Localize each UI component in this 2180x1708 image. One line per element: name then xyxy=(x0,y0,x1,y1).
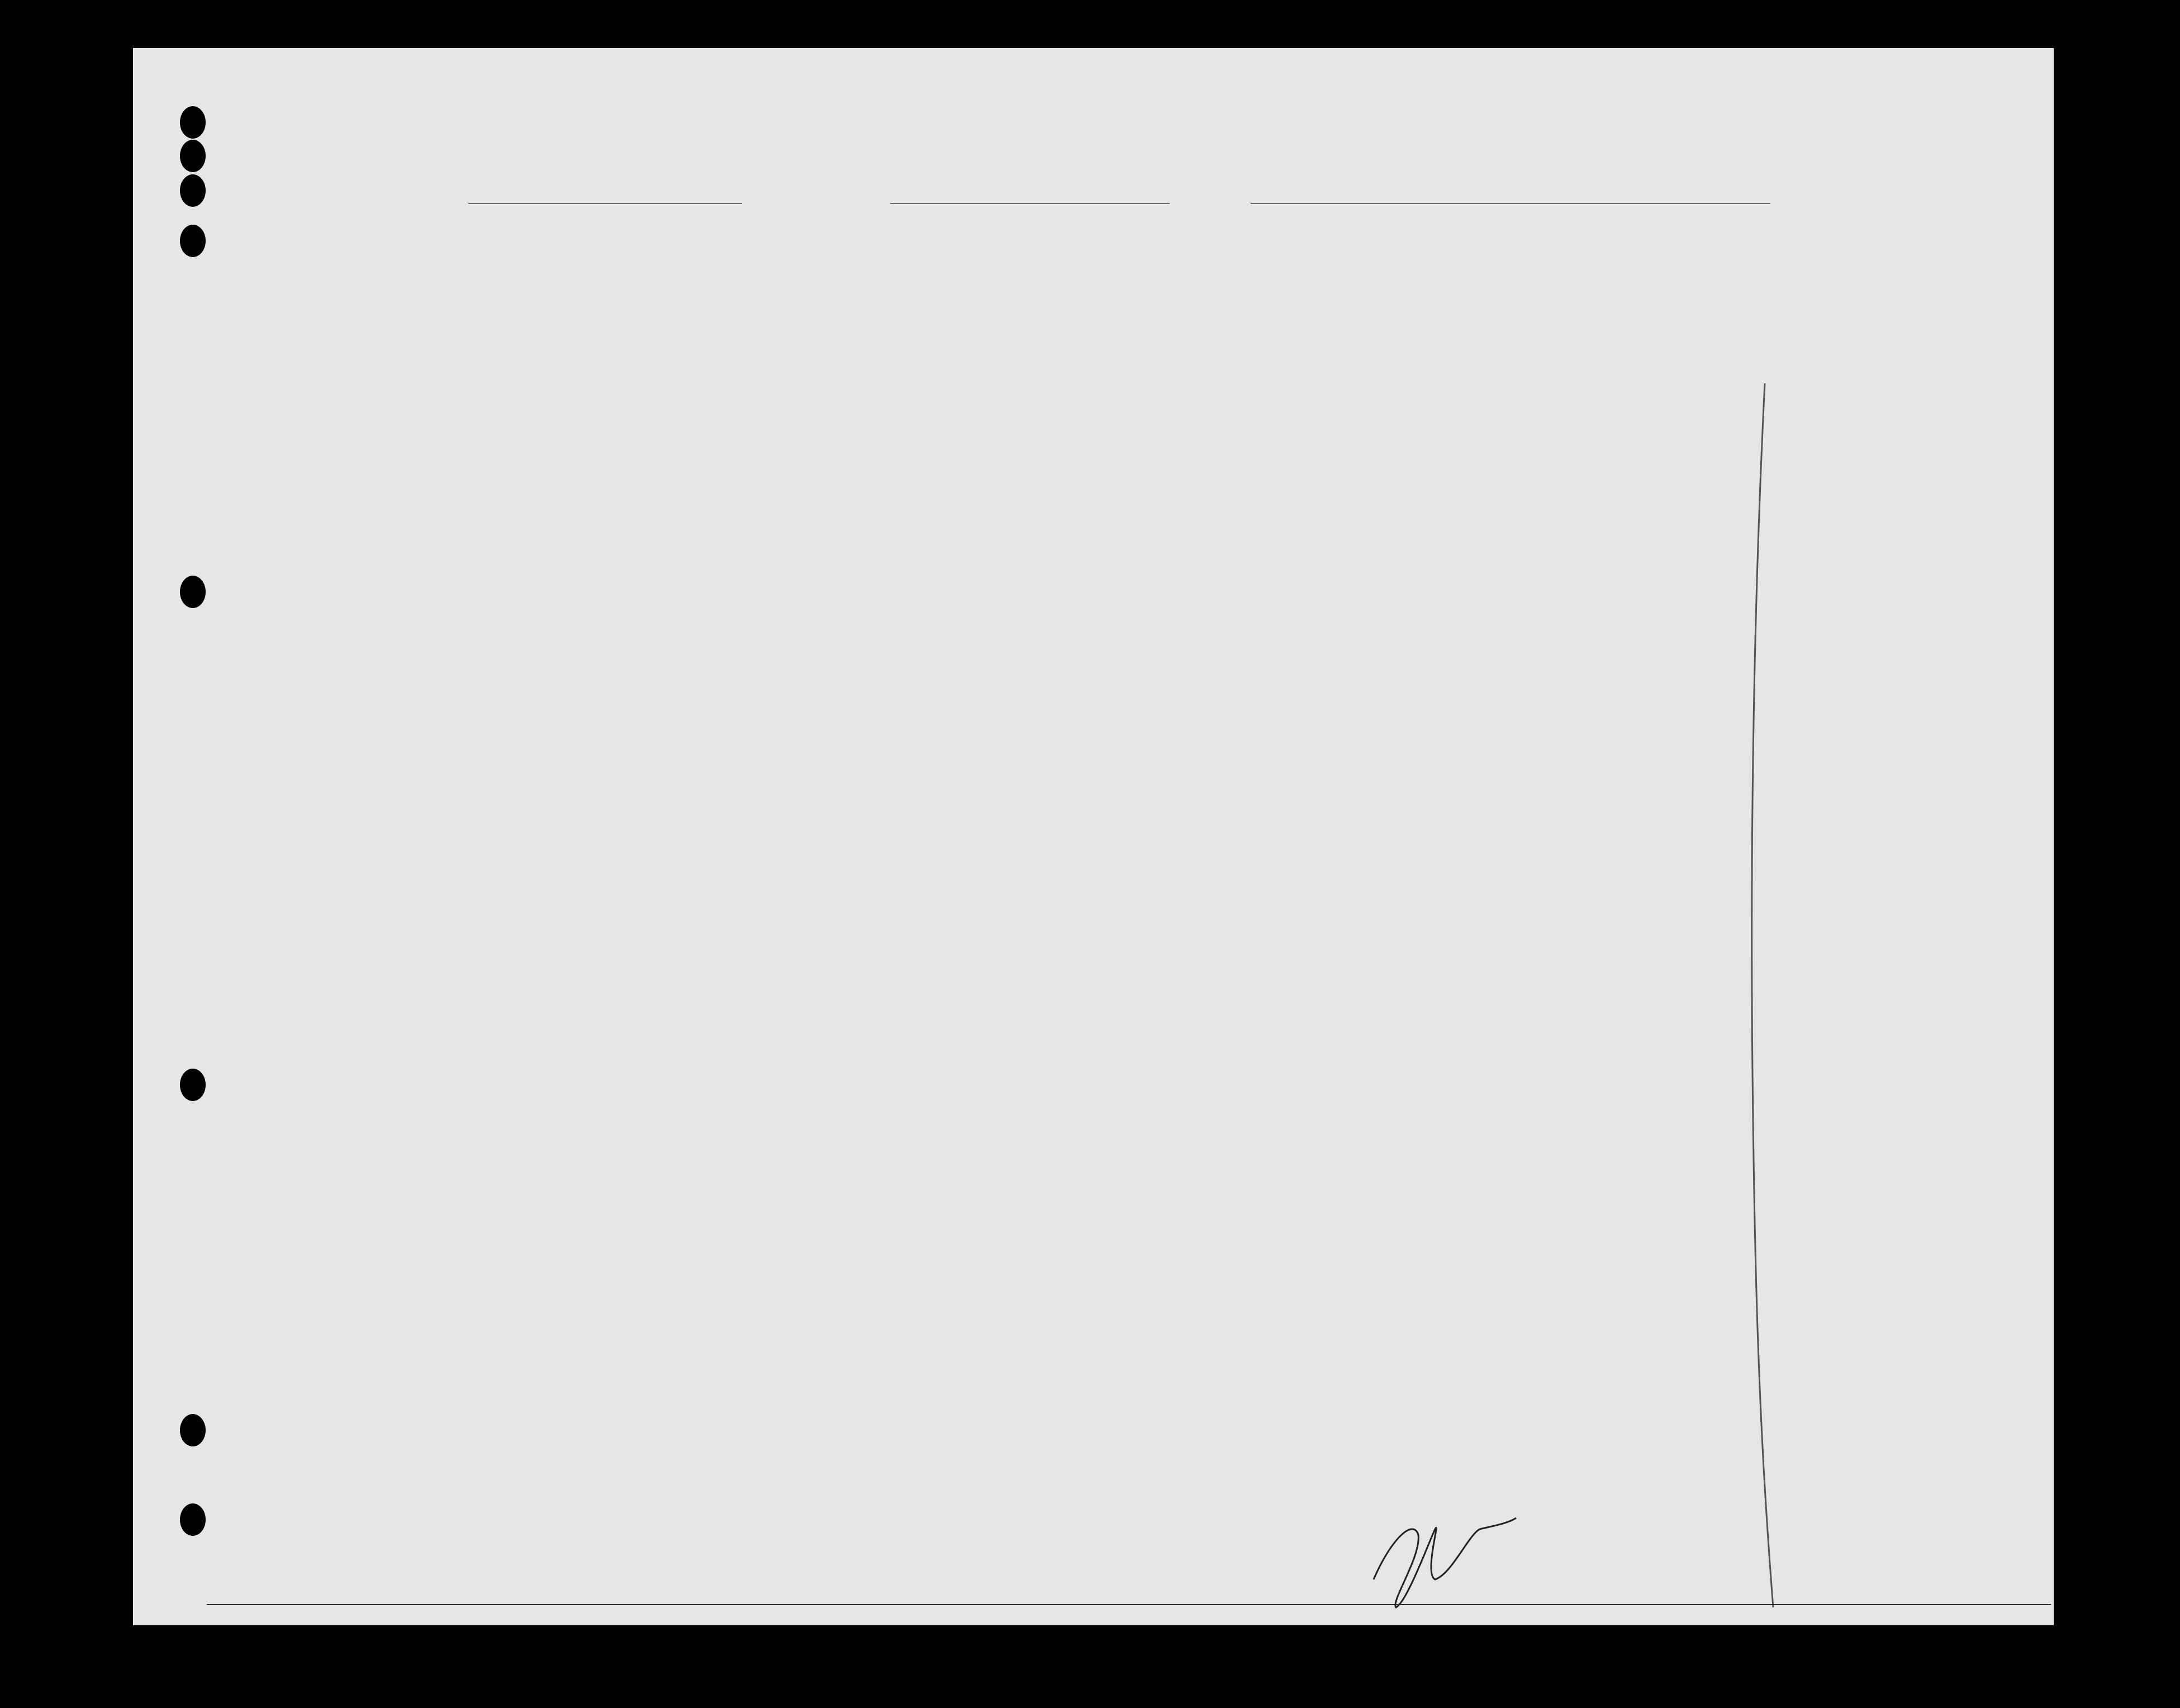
officer-signature xyxy=(1351,1496,1519,1619)
binder-hole xyxy=(180,576,206,608)
arriving-underline xyxy=(1251,203,1770,204)
binder-hole xyxy=(180,1503,206,1536)
binder-hole xyxy=(180,1414,206,1446)
sailing-underline xyxy=(890,203,1170,204)
binder-hole xyxy=(180,106,206,139)
binder-hole xyxy=(180,1069,206,1101)
binder-hole xyxy=(180,225,206,257)
vessel-underline xyxy=(468,203,742,204)
binder-hole xyxy=(180,174,206,207)
footer-rule xyxy=(207,1604,2051,1605)
manifest-sheet xyxy=(133,48,2054,1625)
remarks-ditto-line xyxy=(1742,383,1787,1613)
binder-hole xyxy=(180,140,206,172)
